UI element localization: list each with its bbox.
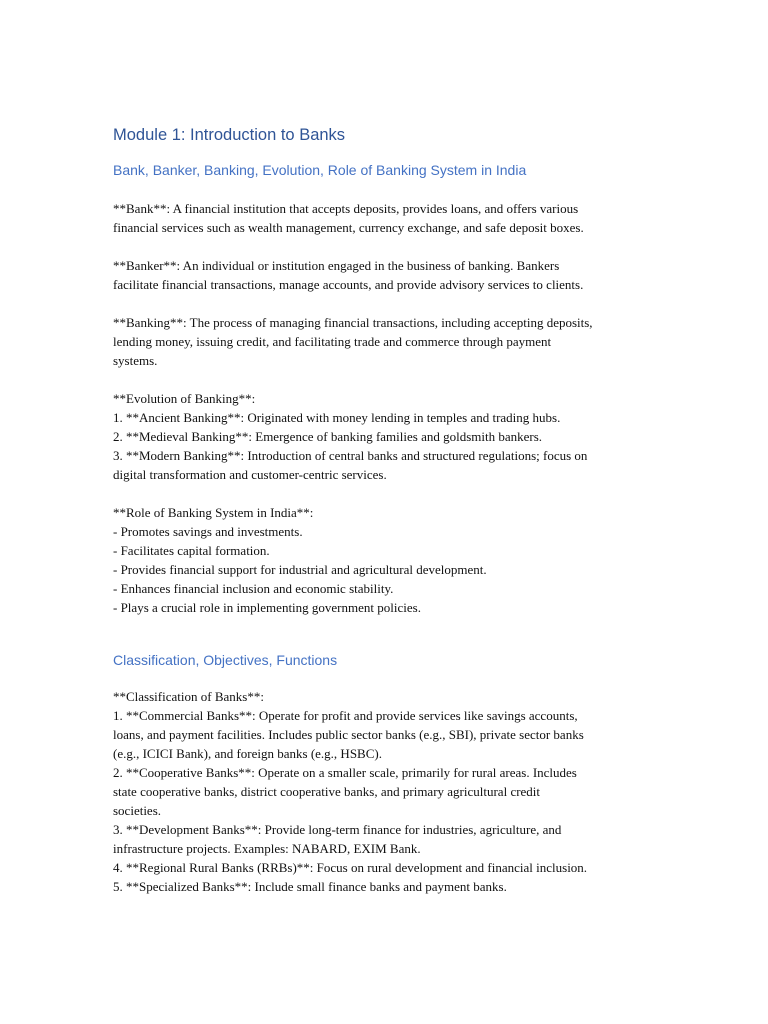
list-title: **Evolution of Banking**: — [113, 391, 256, 406]
evolution-of-banking-list — [113, 389, 653, 484]
banker-definition-paragraph — [113, 256, 653, 294]
list-item-continuation: (e.g., ICICI Bank), and foreign banks (e.g., HSBC). — [113, 746, 382, 761]
list-item: 3. **Development Banks**: Provide long-term finance for industries, agriculture, and — [113, 822, 562, 837]
role-of-banking-list — [113, 503, 653, 617]
module-title: Module 1: Introduction to Banks — [113, 126, 346, 144]
text-line: **Bank**: A financial institution that accepts deposits, provides loans, and offers various — [113, 201, 579, 216]
list-item: - Facilitates capital formation. — [113, 543, 270, 558]
list-item: - Plays a crucial role in implementing government policies. — [113, 600, 421, 615]
banking-definition-paragraph — [113, 313, 653, 370]
section-heading-bank-banker-banking: Bank, Banker, Banking, Evolution, Role of Banking System in India — [113, 162, 527, 178]
text-line: **Banking**: The process of managing financial transactions, including accepting deposits, — [113, 315, 593, 330]
classification-of-banks-list — [113, 687, 653, 896]
list-item: 1. **Ancient Banking**: Originated with money lending in temples and trading hubs. — [113, 410, 561, 425]
section-heading-classification: Classification, Objectives, Functions — [113, 652, 338, 668]
list-item: 1. **Commercial Banks**: Operate for profit and provide services like savings accounts, — [113, 708, 578, 723]
list-item: 4. **Regional Rural Banks (RRBs)**: Focus on rural development and financial inclusion. — [113, 860, 588, 875]
bank-definition-paragraph — [113, 199, 653, 237]
list-item-continuation: loans, and payment facilities. Includes public sector banks (e.g., SBI), private sector banks — [113, 727, 584, 742]
list-title: **Role of Banking System in India**: — [113, 505, 314, 520]
list-item: 5. **Specialized Banks**: Include small finance banks and payment banks. — [113, 879, 507, 894]
list-item: 3. **Modern Banking**: Introduction of central banks and structured regulations; focus on — [113, 448, 588, 463]
text-line: **Banker**: An individual or institution engaged in the business of banking. Bankers — [113, 258, 560, 273]
list-item: - Provides financial support for industrial and agricultural development. — [113, 562, 487, 577]
list-item: 2. **Medieval Banking**: Emergence of banking families and goldsmith bankers. — [113, 429, 543, 444]
document-body — [113, 124, 653, 915]
text-line: lending money, issuing credit, and facilitating trade and commerce through payment — [113, 334, 552, 349]
text-line: financial services such as wealth management, currency exchange, and safe deposit boxes. — [113, 220, 584, 235]
list-item-continuation: societies. — [113, 803, 162, 818]
list-item-continuation: digital transformation and customer-centric services. — [113, 467, 387, 482]
list-title: **Classification of Banks**: — [113, 689, 264, 704]
list-item: 2. **Cooperative Banks**: Operate on a smaller scale, primarily for rural areas. Includes — [113, 765, 577, 780]
text-line: facilitate financial transactions, manage accounts, and provide advisory services to clients. — [113, 277, 584, 292]
list-item: - Promotes savings and investments. — [113, 524, 303, 539]
list-item: - Enhances financial inclusion and economic stability. — [113, 581, 394, 596]
list-item-continuation: infrastructure projects. Examples: NABARD, EXIM Bank. — [113, 841, 421, 856]
list-item-continuation: state cooperative banks, district cooperative banks, and primary agricultural credit — [113, 784, 541, 799]
text-line: systems. — [113, 353, 158, 368]
